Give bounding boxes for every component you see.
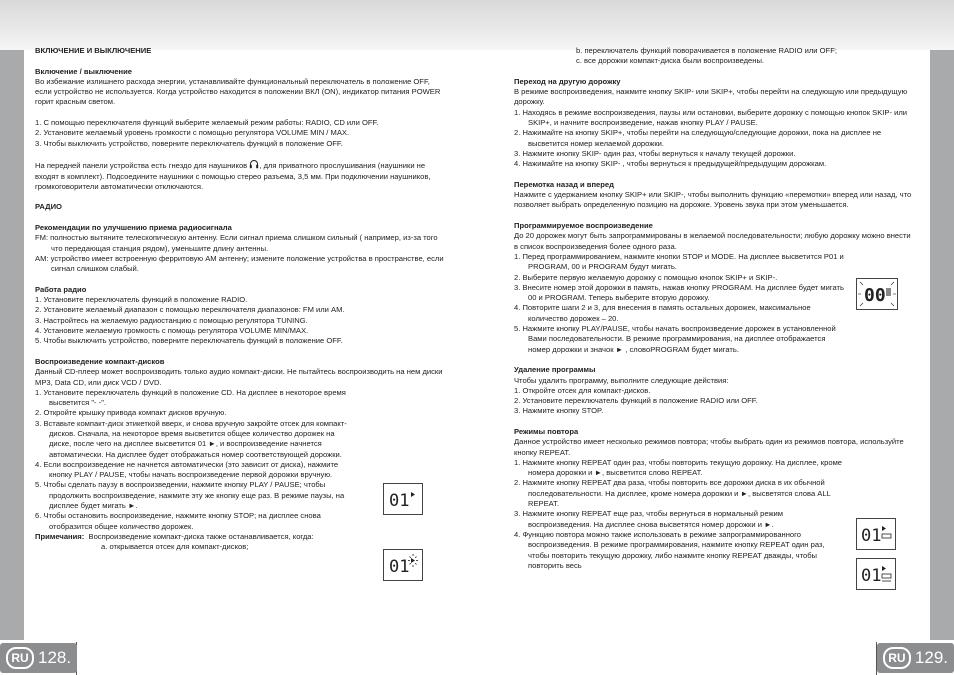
paragraph: Чтобы удалить программу, выполните следующие действия: xyxy=(514,375,729,385)
paragraph xyxy=(35,159,445,192)
list-item: 6. Чтобы остановить воспроизведение, нажмите кнопку STOP; на дисплее снова отобразится общее количество дорожек. xyxy=(35,511,321,531)
list-item: 1. Установите переключатель функций в положение RADIO. xyxy=(35,295,248,305)
subheading: Удаление программы xyxy=(514,365,596,375)
subheading: Рекомендации по улучшению приема радиосигнала xyxy=(35,223,232,233)
subheading: Перемотка назад и вперед xyxy=(514,179,614,189)
subheading: Работа радио xyxy=(35,284,87,294)
note xyxy=(35,532,445,542)
right-sidebar xyxy=(930,50,954,640)
list-item: 3. Вставьте компакт-диск этикеткой вверх, и снова вручную закройте отсек для компакт-дисков. Сначала, на некоторое время высветится общее количество дорожек на диске, после чего на дисплее высветится 01 ►, и воспроизведение начнется автоматически. На дисплее будет отображаться номер соответствующей дорожки. xyxy=(35,418,347,459)
right-column xyxy=(514,46,914,571)
subheading: Переход на другую дорожку xyxy=(514,76,621,86)
lcd-digits: 00 xyxy=(864,285,886,306)
repeat-all-indicator-icon xyxy=(882,574,891,578)
lcd-display xyxy=(856,518,896,550)
left-sidebar xyxy=(0,50,24,640)
page-badge-right xyxy=(877,643,954,673)
subheading: Программируемое воспроизведение xyxy=(514,221,653,231)
lcd-display xyxy=(856,558,896,590)
language-badge: RU xyxy=(6,647,34,669)
lcd-display xyxy=(383,549,423,581)
page-badge-left xyxy=(0,643,77,673)
list-item: b. переключатель функций поворачивается в положение RADIO или OFF; xyxy=(576,46,837,55)
list-item: c. все дорожки компакт-диска были воспроизведены. xyxy=(576,56,765,66)
list-item: 4. Установите желаемую громкость с помощь регулятора VOLUME MIN/MAX. xyxy=(35,326,309,336)
list-item: 2. Установите переключатель функций в положение RADIO или OFF. xyxy=(514,396,758,406)
list-item: 5. Чтобы выключить устройство, поверните переключатель функций в положение OFF. xyxy=(35,336,343,346)
list-item: 1. Находясь в режиме воспроизведения, паузы или остановки, выберите дорожку с помощью кнопок SKIP- или SKIP+, и начните воспроизведение, нажав кнопку PLAY / PAUSE. xyxy=(514,107,908,128)
list-item: AM: устройство имеет встроенную ферритовую AM антенну; измените положение устройства в пространстве, если сигнал слишком слабый. xyxy=(35,253,444,274)
lcd-digits: 01 xyxy=(861,526,882,546)
list-item: 4. Нажимайте на кнопку SKIP- , чтобы вернуться к предыдущей/предыдущим дорожкам. xyxy=(514,159,827,169)
left-column xyxy=(35,46,445,553)
top-bar xyxy=(0,0,954,50)
list-item: 2. Откройте крышку привода компакт дисков вручную. xyxy=(35,408,227,418)
headphones-icon xyxy=(249,159,259,169)
play-icon xyxy=(882,526,886,531)
play-icon xyxy=(411,558,415,563)
list-item: 1. Нажмите кнопку REPEAT один раз, чтобы повторить текущую дорожку. На дисплее, кроме номера дорожки и ►, высветится слово REPEAT. xyxy=(514,457,843,478)
page-number-right: 129. xyxy=(914,648,948,667)
lcd-display xyxy=(383,483,423,515)
paragraph: Нажмите с удержанием кнопку SKIP+ или SKIP-, чтобы выполнить функцию «перемотки» вперед или назад, что позволяет выбрать определенную позицию на дорожке. Уровень звука при этом уменьшается. xyxy=(514,190,912,210)
section-heading: ВКЛЮЧЕНИЕ И ВЫКЛЮЧЕНИЕ xyxy=(35,46,152,55)
subheading: Воспроизведение компакт-дисков xyxy=(35,356,165,366)
paragraph: До 20 дорожек могут быть запрограммированы в желаемой последовательности; любую дорожку можно внести в список воспроизведения более одного раза. xyxy=(514,231,911,251)
subheading: Включение / выключение xyxy=(35,66,133,76)
subheading: Режимы повтора xyxy=(514,426,579,436)
list-item: 3. Чтобы выключить устройство, поверните переключатель функций в положение OFF. xyxy=(35,138,343,148)
repeat-indicator-icon xyxy=(882,534,891,538)
list-item: 1. Откройте отсек для компакт-дисков. xyxy=(514,385,651,395)
list-item: 2. Выберите первую желаемую дорожку с помощью кнопок SKIP+ и SKIP-. xyxy=(514,272,778,282)
list-item: 3. Нажмите кнопку SKIP- один раз, чтобы вернуться к началу текущей дорожки. xyxy=(514,148,796,158)
section-heading: РАДИО xyxy=(35,202,62,212)
list-item: 2. Нажимайте на кнопку SKIP+, чтобы перейти на следующую/следующие дорожки, пока на дисплее не высветится номер желаемой дорожки. xyxy=(514,128,882,148)
program-indicator-icon xyxy=(886,288,891,296)
paragraph: В режиме воспроизведения, нажмите кнопку SKIP- или SKIP+, чтобы перейти на следующую или предыдущую дорожку. xyxy=(514,87,908,107)
lcd-digits: 01 xyxy=(389,557,410,577)
headphones-text: , для приватного прослушивания (наушники не входят в комплект). Подсоедините наушники с помощью стерео разъема, 3,5 мм. При подключении наушников, громкоговорители автоматически отключаются. xyxy=(35,161,431,191)
list-item: 1. Установите переключатель функций в положение CD. На дисплее в некоторое время высветится "- -". xyxy=(35,387,346,408)
list-item: 3. Нажмите кнопку STOP. xyxy=(514,406,604,416)
lcd-digits: 01 xyxy=(389,491,410,511)
bottom-bar xyxy=(0,640,954,675)
paragraph: Данное устройство имеет несколько режимов повтора; чтобы выбрать один из режимов повтора, используйте кнопку REPEAT. xyxy=(514,437,904,457)
list-item: 3. Внесите номер этой дорожки в память, нажав кнопку PROGRAM. На дисплее будет мигать 00 и PROGRAM. Теперь выберите вторую дорожку. xyxy=(514,282,844,303)
headphones-text: На передней панели устройства есть гнездо для наушников xyxy=(35,161,248,171)
language-badge: RU xyxy=(883,647,911,669)
play-icon xyxy=(882,566,886,571)
list-item: 4. Повторите шаги 2 и 3, для внесения в память остальных дорожек, максимальное количество дорожек – 20. xyxy=(514,303,811,323)
note-text: Воспроизведение компакт-диска также останавливается, когда: xyxy=(88,531,314,541)
list-item: 5. Нажмите кнопку PLAY/PAUSE, чтобы начать воспроизведение дорожек в установленной Вами последовательности. В режиме программирования, на дисплее отображается номер дорожки и значок ► , словоPROGRAM будет мигать. xyxy=(514,324,836,354)
list-item: FM: полностью вытяните телескопическую антенну. Если сигнал приема слишком сильный ( например, из-за того что передающая станция рядом), уменьшите длину антенны. xyxy=(35,233,438,253)
page-number-left: 128. xyxy=(38,648,72,667)
list-item: 2. Установите желаемый уровень громкости с помощью регулятора VOLUME MIN / MAX. xyxy=(35,128,350,138)
list-item: a. открывается отсек для компакт-дисков; xyxy=(101,542,249,552)
list-item: 2. Установите желаемый диапазон с помощью переключателя диапазонов: FM или AM. xyxy=(35,305,345,315)
list-item: 3. Настройтесь на желаемую радиостанцию с помощью регулятора TUNING. xyxy=(35,315,308,325)
list-item: 3. Нажмите кнопку REPEAT еще раз, чтобы вернуться в нормальный режим воспроизведения. На дисплее снова высветятся номер дорожки и ►. xyxy=(514,509,784,529)
note-label: Примечания: xyxy=(35,531,85,541)
lcd-display xyxy=(856,278,898,310)
paragraph: Данный CD-плеер может воспроизводить только аудио компакт-диски. Не пытайтесь воспроизводить на нем диски MP3, Data CD, или диск VCD / DVD. xyxy=(35,367,443,387)
list-item: 1. С помощью переключателя функций выберите желаемый режим работы: RADIO, CD или OFF. xyxy=(35,118,379,128)
paragraph: Во избежание излишнего расхода энергии, устанавливайте функциональный переключатель в положение OFF, если устройство не используется. Когда устройство находится в положении ВКЛ (ON), индикатор питания POWER горит красным светом. xyxy=(35,76,441,107)
lcd-digits: 01 xyxy=(861,566,882,586)
list-item: 2. Нажмите кнопку REPEAT два раза, чтобы повторить все дорожки диска в их обычной последовательности. На дисплее, кроме номера дорожки и ►, высветятся слова ALL REPEAT. xyxy=(514,478,831,509)
list-item: 4. Если воспроизведение не начнется автоматически (это зависит от диска), нажмите кнопку PLAY / PAUSE, чтобы начать воспроизведение первой дорожки вручную. xyxy=(35,459,339,480)
list-item: 1. Перед программированием, нажмите кнопки STOP и MODE. На дисплее высветится P01 и PROGRAM, 00 и PROGRAM будут мигать. xyxy=(514,251,844,272)
list-item: 5. Чтобы сделать паузу в воспроизведении, нажмите кнопку PLAY / PAUSE; чтобы продолжить воспроизведение, нажмите эту же кнопку еще раз. В режиме паузы, на дисплее будет мигать ►. xyxy=(35,480,345,511)
play-icon xyxy=(411,492,415,497)
list-item: 4. Функцию повтора можно также использовать в режиме запрограммированного воспроизведения. В режиме программирования, нажмите кнопку REPEAT один раз, чтобы повторить текущую дорожку, либо нажмите кнопку REPEAT дважды, чтобы повторить весь xyxy=(514,529,825,570)
